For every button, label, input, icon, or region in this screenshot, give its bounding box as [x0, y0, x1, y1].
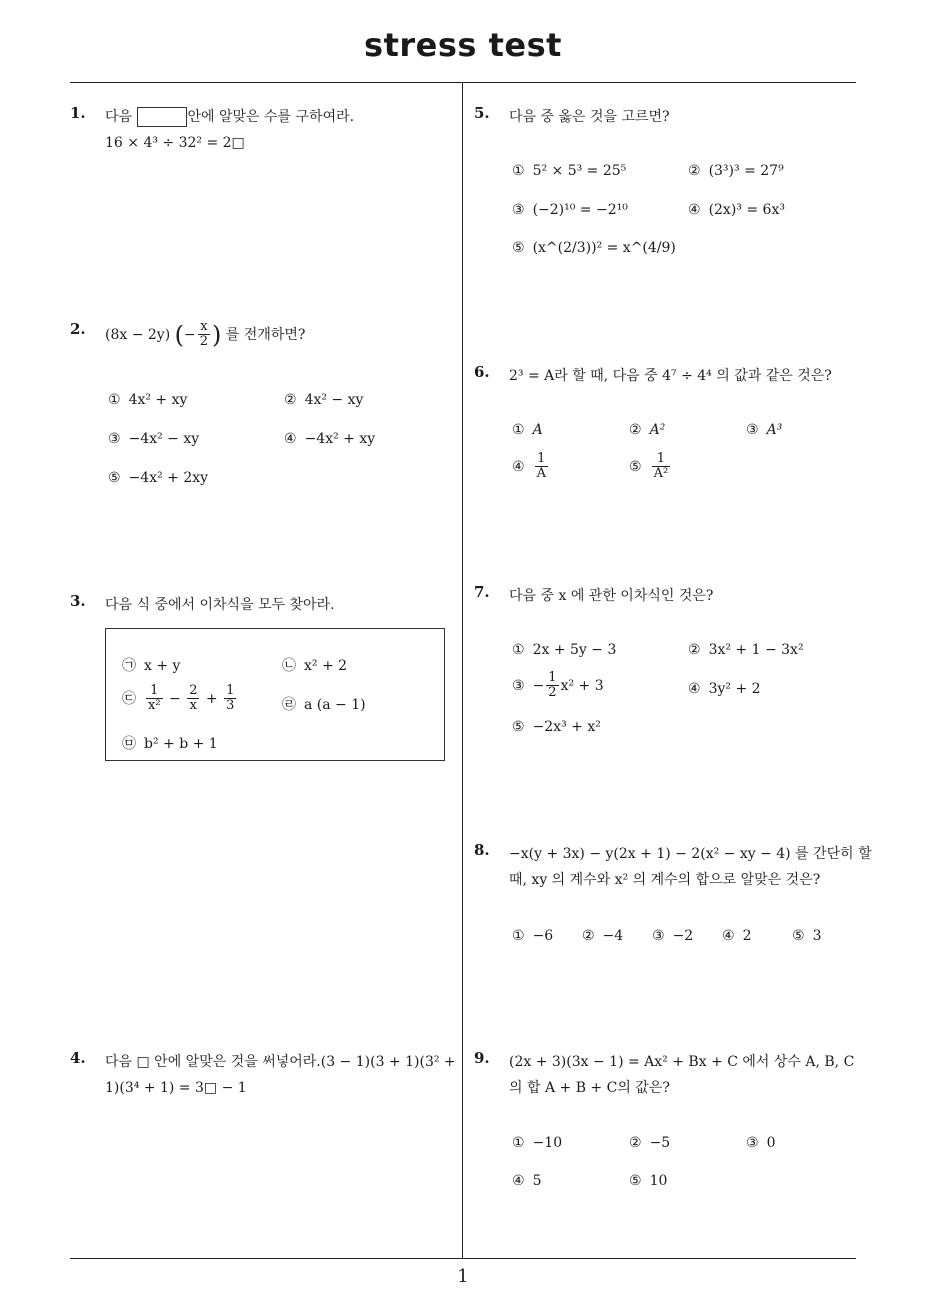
question-text: (8x − 2y) (− $\frac{x}{2}$ ) 를 전개하면?	[105, 319, 306, 350]
question-number: 2.	[70, 320, 86, 338]
option-4: ④ −4x² + xy	[284, 431, 376, 447]
equation: 16 × 4³ ÷ 32² = 2□	[105, 135, 245, 151]
page-title: stress test	[364, 26, 562, 64]
page-number: 1	[457, 1266, 469, 1287]
option-5: ⑤ 10	[629, 1173, 668, 1189]
question-text-cont: 때, xy 의 계수와 x² 의 계수의 합으로 알맞은 것은?	[509, 872, 821, 888]
question-text: 2³ = A라 할 때, 다음 중 4⁷ ÷ 4⁴ 의 값과 같은 것은?	[509, 368, 832, 384]
question-text-cont: 1)(3⁴ + 1) = 3□ − 1	[105, 1080, 247, 1096]
option-2: ② (3³)³ = 27⁹	[688, 163, 784, 179]
option-3: ③ − $\frac{1}{2}$ x² + 3	[512, 670, 604, 701]
question-number: 6.	[474, 363, 490, 381]
question-number: 8.	[474, 841, 490, 859]
option-3: ③ −2	[652, 928, 694, 944]
question-text: −x(y + 3x) − y(2x + 1) − 2(x² − xy − 4) 를 간단히 할	[509, 846, 872, 862]
answer-blank-box	[137, 107, 187, 127]
expression-item: ㉣ a (a − 1)	[282, 697, 366, 713]
option-3: ③ 0	[746, 1135, 776, 1151]
option-4: ④ 3y² + 2	[688, 681, 761, 697]
question-text: 다음 안에 알맞은 수를 구하여라.	[105, 109, 355, 125]
option-1: ① 2x + 5y − 3	[512, 642, 617, 658]
expression-item: ㉤ b² + b + 1	[122, 736, 218, 752]
top-rule	[70, 82, 856, 83]
question-number: 5.	[474, 104, 490, 122]
option-1: ① −10	[512, 1135, 563, 1151]
option-3: ③ −4x² − xy	[108, 431, 200, 447]
question-number: 7.	[474, 583, 490, 601]
option-5: ⑤ −4x² + 2xy	[108, 470, 209, 486]
question-number: 3.	[70, 592, 86, 610]
question-number: 1.	[70, 104, 86, 122]
option-1: ① A	[512, 422, 543, 438]
question-text: 다음 중 x 에 관한 이차식인 것은?	[509, 588, 714, 604]
option-5: ⑤ (x^(2/3))² = x^(4/9)	[512, 240, 676, 256]
option-1: ① −6	[512, 928, 554, 944]
option-4: ④ 5	[512, 1173, 542, 1189]
option-1: ① 5² × 5³ = 25⁵	[512, 163, 627, 179]
option-4: ④ $\frac{1}{A}$	[512, 451, 546, 482]
option-1: ① 4x² + xy	[108, 392, 188, 408]
option-2: ② 3x² + 1 − 3x²	[688, 642, 804, 658]
option-2: ② A²	[629, 422, 666, 438]
option-3: ③ (−2)¹⁰ = −2¹⁰	[512, 202, 628, 218]
option-2: ② −5	[629, 1135, 671, 1151]
option-3: ③ A³	[746, 422, 783, 438]
option-5: ⑤ 3	[792, 928, 822, 944]
option-4: ④ (2x)³ = 6x³	[688, 202, 785, 218]
question-text: 다음 중 옳은 것을 고르면?	[509, 109, 670, 125]
fraction: $\frac{x}{2}$	[199, 319, 209, 350]
expression-item: ㉡ x² + 2	[282, 658, 348, 674]
question-number: 9.	[474, 1049, 490, 1067]
option-5: ⑤ $\frac{1}{\text{A²}}$	[629, 451, 669, 482]
option-2: ② 4x² − xy	[284, 392, 364, 408]
question-text: (2x + 3)(3x − 1) = Ax² + Bx + C 에서 상수 A, B, C	[509, 1054, 855, 1070]
question-text-cont: 의 합 A + B + C의 값은?	[509, 1080, 670, 1096]
option-4: ④ 2	[722, 928, 752, 944]
question-text: 다음 식 중에서 이차식을 모두 찾아라.	[105, 597, 335, 613]
option-5: ⑤ −2x³ + x²	[512, 719, 601, 735]
column-divider	[462, 83, 463, 1259]
expression-item: ㉢ $\frac{1}{\text{x²}}$ − $\frac{2}{x}$ + $\frac{1}{3}$	[122, 683, 235, 714]
bottom-rule	[70, 1258, 856, 1259]
question-number: 4.	[70, 1049, 86, 1067]
expression-item: ㉠ x + y	[122, 658, 181, 674]
option-2: ② −4	[582, 928, 624, 944]
question-text: 다음 □ 안에 알맞은 것을 써넣어라.(3 − 1)(3 + 1)(3² +	[105, 1054, 456, 1070]
